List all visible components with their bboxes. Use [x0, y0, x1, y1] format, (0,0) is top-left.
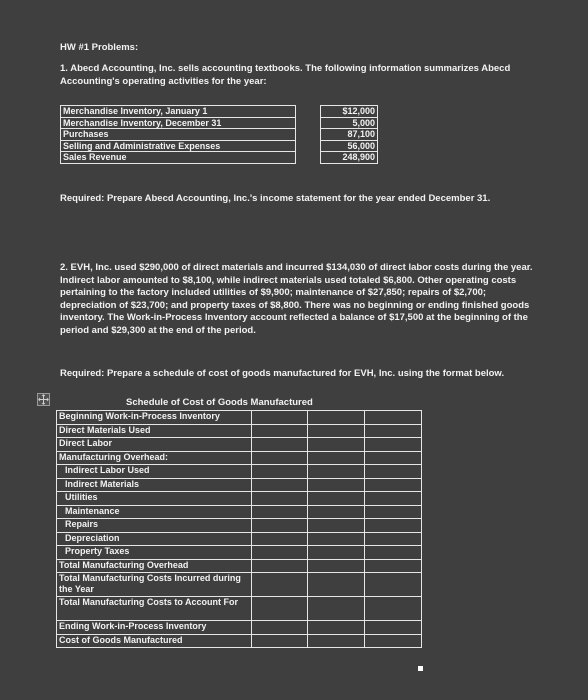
table-move-handle-icon[interactable]	[37, 393, 50, 406]
schedule-amount-cell[interactable]	[251, 573, 308, 597]
schedule-amount-cell[interactable]	[365, 478, 422, 492]
table-resize-handle[interactable]	[418, 666, 423, 671]
schedule-row	[57, 634, 422, 648]
inventory-amount[interactable]: 5,000	[321, 117, 378, 129]
inventory-label[interactable]: Merchandise Inventory, December 31	[61, 117, 296, 129]
inventory-row	[61, 106, 378, 118]
inventory-label[interactable]: Purchases	[61, 129, 296, 141]
schedule-amount-cell[interactable]	[365, 532, 422, 546]
inventory-row	[61, 129, 378, 141]
schedule-amount-cell[interactable]	[308, 424, 365, 438]
inventory-amount[interactable]: 248,900	[321, 152, 378, 164]
schedule-row	[57, 597, 422, 621]
schedule-amount-cell[interactable]	[365, 438, 422, 452]
schedule-row	[57, 573, 422, 597]
inventory-spacer	[296, 152, 321, 164]
schedule-row	[57, 559, 422, 573]
schedule-row	[57, 411, 422, 425]
problem1-required: Required: Prepare Abecd Accounting, Inc.'s income statement for the year ended December 31.	[60, 193, 491, 204]
schedule-amount-cell[interactable]	[365, 546, 422, 560]
schedule-amount-cell[interactable]	[251, 438, 308, 452]
problem2-text	[60, 262, 533, 337]
schedule-amount-cell[interactable]	[308, 532, 365, 546]
schedule-amount-cell[interactable]	[251, 465, 308, 479]
schedule-row-label[interactable]: Property Taxes	[57, 546, 252, 560]
schedule-amount-cell[interactable]	[308, 621, 365, 635]
schedule-row	[57, 519, 422, 533]
schedule-amount-cell[interactable]	[365, 634, 422, 648]
problem2-line: inventory. The Work-in-Process Inventory account reflected a balance of $17,500 at the beginning of the	[60, 312, 528, 323]
problem2-line: pertaining to the factory included utilities of $9,900; maintenance of $27,850; repairs of $2,700;	[60, 287, 487, 298]
schedule-amount-cell[interactable]	[251, 478, 308, 492]
schedule-amount-cell[interactable]	[365, 465, 422, 479]
schedule-row-label[interactable]: Depreciation	[57, 532, 252, 546]
schedule-amount-cell[interactable]	[251, 597, 308, 621]
schedule-amount-cell[interactable]	[251, 424, 308, 438]
schedule-row-label[interactable]: Maintenance	[57, 505, 252, 519]
schedule-row	[57, 424, 422, 438]
schedule-amount-cell[interactable]	[308, 465, 365, 479]
problem1-line: 1. Abecd Accounting, Inc. sells accounting textbooks. The following information summarizes Abecd	[60, 63, 511, 74]
schedule-row-label[interactable]: Beginning Work-in-Process Inventory	[57, 411, 252, 425]
schedule-amount-cell[interactable]	[251, 532, 308, 546]
schedule-amount-cell[interactable]	[308, 505, 365, 519]
schedule-amount-cell[interactable]	[365, 519, 422, 533]
schedule-row-label[interactable]: Manufacturing Overhead:	[57, 451, 252, 465]
schedule-amount-cell[interactable]	[308, 478, 365, 492]
schedule-amount-cell[interactable]	[251, 505, 308, 519]
schedule-amount-cell[interactable]	[251, 451, 308, 465]
inventory-amount[interactable]: $12,000	[321, 106, 378, 118]
schedule-amount-cell[interactable]	[365, 621, 422, 635]
problem2-line: Indirect labor amounted to $8,100, while indirect materials used totaled $6,800. Other operating costs	[60, 274, 517, 286]
schedule-amount-cell[interactable]	[308, 573, 365, 597]
heading: HW #1 Problems:	[60, 42, 139, 53]
inventory-row	[61, 117, 378, 129]
inventory-row	[61, 140, 378, 152]
schedule-row	[57, 492, 422, 506]
schedule-row	[57, 451, 422, 465]
schedule-row-label[interactable]: Cost of Goods Manufactured	[57, 634, 252, 648]
inventory-table	[60, 105, 378, 164]
schedule-row-label[interactable]: Total Manufacturing Costs to Account For	[57, 597, 252, 621]
inventory-label[interactable]: Sales Revenue	[61, 152, 296, 164]
problem2-line: depreciation of $23,700; and property taxes of $8,800. There was no beginning or ending finished goods	[60, 299, 530, 311]
schedule-row	[57, 438, 422, 452]
schedule-amount-cell[interactable]	[365, 492, 422, 506]
schedule-amount-cell[interactable]	[308, 451, 365, 465]
schedule-amount-cell[interactable]	[251, 492, 308, 506]
schedule-amount-cell[interactable]	[308, 492, 365, 506]
problem2-required: Required: Prepare a schedule of cost of goods manufactured for EVH, Inc. using the format below.	[60, 368, 505, 379]
schedule-amount-cell[interactable]	[365, 573, 422, 597]
schedule-amount-cell[interactable]	[308, 519, 365, 533]
schedule-row-label[interactable]: Direct Materials Used	[57, 424, 252, 438]
schedule-title: Schedule of Cost of Goods Manufactured	[126, 397, 313, 408]
schedule-amount-cell[interactable]	[365, 597, 422, 621]
schedule-row-label[interactable]: Indirect Materials	[57, 478, 252, 492]
schedule-row	[57, 532, 422, 546]
schedule-amount-cell[interactable]	[308, 634, 365, 648]
schedule-row-label[interactable]: Utilities	[57, 492, 252, 506]
inventory-amount[interactable]: 56,000	[321, 140, 378, 152]
inventory-spacer	[296, 106, 321, 118]
schedule-amount-cell[interactable]	[308, 546, 365, 560]
problem1-text	[60, 63, 510, 88]
schedule-row	[57, 621, 422, 635]
schedule-row-label[interactable]: Direct Labor	[57, 438, 252, 452]
schedule-amount-cell[interactable]	[365, 451, 422, 465]
schedule-amount-cell[interactable]	[365, 424, 422, 438]
inventory-amount[interactable]: 87,100	[321, 129, 378, 141]
schedule-row	[57, 546, 422, 560]
schedule-table[interactable]	[56, 410, 422, 648]
schedule-row-label[interactable]: Total Manufacturing Costs Incurred during the Year	[57, 573, 252, 597]
inventory-spacer	[296, 129, 321, 141]
schedule-row	[57, 478, 422, 492]
schedule-row-label[interactable]: Total Manufacturing Overhead	[57, 559, 252, 573]
schedule-amount-cell[interactable]	[251, 621, 308, 635]
schedule-row-label[interactable]: Ending Work-in-Process Inventory	[57, 621, 252, 635]
problem2-line: period and $29,300 at the end of the period.	[60, 324, 256, 336]
schedule-row-label[interactable]: Indirect Labor Used	[57, 465, 252, 479]
inventory-row	[61, 152, 378, 164]
schedule-amount-cell[interactable]	[308, 438, 365, 452]
schedule-amount-cell[interactable]	[308, 559, 365, 573]
schedule-amount-cell[interactable]	[251, 546, 308, 560]
schedule-amount-cell[interactable]	[251, 634, 308, 648]
schedule-row	[57, 465, 422, 479]
schedule-amount-cell[interactable]	[365, 559, 422, 573]
schedule-amount-cell[interactable]	[365, 505, 422, 519]
inventory-spacer	[296, 140, 321, 152]
schedule-amount-cell[interactable]	[365, 411, 422, 425]
inventory-spacer	[296, 117, 321, 129]
schedule-amount-cell[interactable]	[251, 519, 308, 533]
schedule-amount-cell[interactable]	[308, 597, 365, 621]
inventory-label[interactable]: Selling and Administrative Expenses	[61, 140, 296, 152]
problem2-line: 2. EVH, Inc. used $290,000 of direct materials and incurred $134,030 of direct labor costs during the year.	[60, 262, 533, 273]
inventory-label[interactable]: Merchandise Inventory, January 1	[61, 106, 296, 118]
problem1-line: Accounting's operating activities for the year:	[60, 75, 267, 87]
schedule-row-label[interactable]: Repairs	[57, 519, 252, 533]
schedule-amount-cell[interactable]	[308, 411, 365, 425]
schedule-amount-cell[interactable]	[251, 411, 308, 425]
schedule-row	[57, 505, 422, 519]
schedule-amount-cell[interactable]	[251, 559, 308, 573]
